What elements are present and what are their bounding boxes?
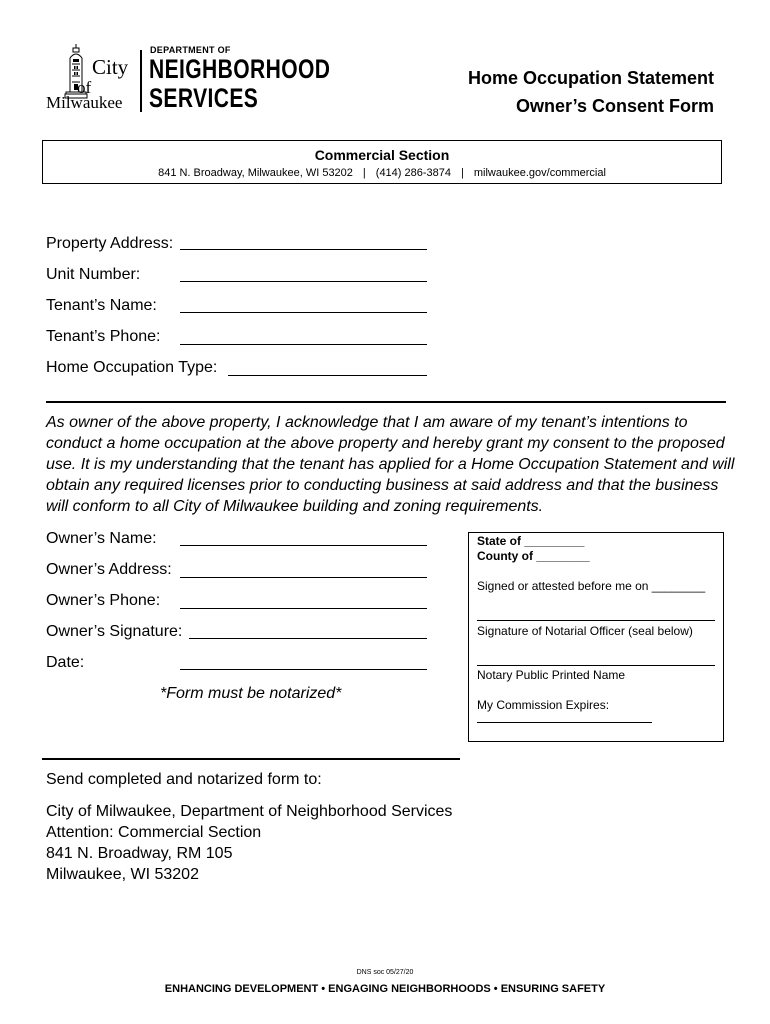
notary-signature-label: Signature of Notarial Officer (seal below) [477, 624, 693, 638]
logo-milwaukee-text: Milwaukee [46, 93, 123, 112]
notarize-note: *Form must be notarized* [160, 685, 342, 702]
form-title: Home Occupation Statement [467, 68, 714, 88]
owner-phone-label: Owner’s Phone: [46, 592, 161, 609]
notary-signature-line[interactable] [477, 620, 715, 621]
contact-box [42, 140, 722, 184]
logo-of-text: of [77, 78, 92, 97]
contact-address: 841 N. Broadway, Milwaukee, WI 53202 [158, 167, 353, 179]
send-address-line1: City of Milwaukee, Department of Neighborhood Services [46, 803, 453, 820]
property-address-label: Property Address: [46, 235, 174, 252]
send-address-line3: 841 N. Broadway, RM 105 [46, 845, 233, 862]
contact-phone: (414) 286-3874 [375, 167, 452, 179]
section-divider [46, 401, 726, 403]
date-label: Date: [46, 654, 85, 671]
unit-number-label: Unit Number: [46, 266, 141, 283]
separator: | [461, 167, 464, 179]
owner-address-label: Owner’s Address: [46, 561, 172, 578]
owner-phone-field[interactable] [180, 608, 427, 609]
form-subtitle: Owner’s Consent Form [515, 96, 714, 116]
owner-signature-label: Owner’s Signature: [46, 623, 183, 640]
owner-name-field[interactable] [180, 545, 427, 546]
occupation-type-field[interactable] [228, 375, 427, 376]
document-code: DNS soc 05/27/20 [356, 969, 414, 976]
send-address-line2: Attention: Commercial Section [46, 824, 262, 841]
notary-printed-name-label: Notary Public Printed Name [477, 668, 626, 682]
logo-city-text: City [92, 55, 129, 79]
notary-state: State of _________ [477, 534, 585, 548]
contact-website: milwaukee.gov/commercial [473, 167, 606, 179]
contact-section-title: Commercial Section [314, 147, 450, 163]
notary-commission-label: My Commission Expires: [477, 698, 610, 712]
separator: | [362, 167, 366, 179]
unit-number-field[interactable] [180, 281, 427, 282]
owner-signature-field[interactable] [189, 638, 427, 639]
send-divider [42, 758, 460, 760]
contact-line [43, 167, 721, 179]
footer-tagline: ENHANCING DEVELOPMENT • ENGAGING NEIGHBORHOODS • ENSURING SAFETY [164, 983, 606, 995]
owner-name-label: Owner’s Name: [46, 530, 157, 547]
notary-box [468, 532, 724, 742]
property-address-field[interactable] [180, 249, 427, 250]
notary-county: County of ________ [477, 549, 590, 563]
occupation-type-label: Home Occupation Type: [46, 359, 218, 376]
owner-address-field[interactable] [180, 577, 427, 578]
notary-signed-before: Signed or attested before me on ________ [477, 579, 706, 593]
notary-printed-name-line[interactable] [477, 665, 715, 666]
logo-dept-of: DEPARTMENT OF [150, 45, 231, 55]
tenant-name-label: Tenant’s Name: [46, 297, 157, 314]
send-heading: Send completed and notarized form to: [46, 771, 322, 788]
tenant-name-field[interactable] [180, 312, 427, 313]
logo-dept-name-line1: NEIGHBORHOOD [149, 54, 331, 84]
logo-dept-name-line2: SERVICES [149, 83, 259, 113]
tenant-phone-label: Tenant’s Phone: [46, 328, 161, 345]
owner-acknowledgement: As owner of the above property, I acknowledge that I am aware of my tenant’s intentions to conduct a home occupation at the above property and hereby grant my consent to the proposed use. It is my understanding that the tenant has applied for a Home Occupation Statement and will obtain any required licenses prior to conducting business at said address and that the business will conform to all City of Milwaukee building and zoning requirements. [46, 414, 735, 515]
send-address-line4: Milwaukee, WI 53202 [46, 866, 199, 883]
tenant-phone-field[interactable] [180, 344, 427, 345]
date-field[interactable] [180, 669, 427, 670]
notary-commission-field[interactable] [477, 722, 652, 723]
logo-divider [140, 50, 142, 112]
